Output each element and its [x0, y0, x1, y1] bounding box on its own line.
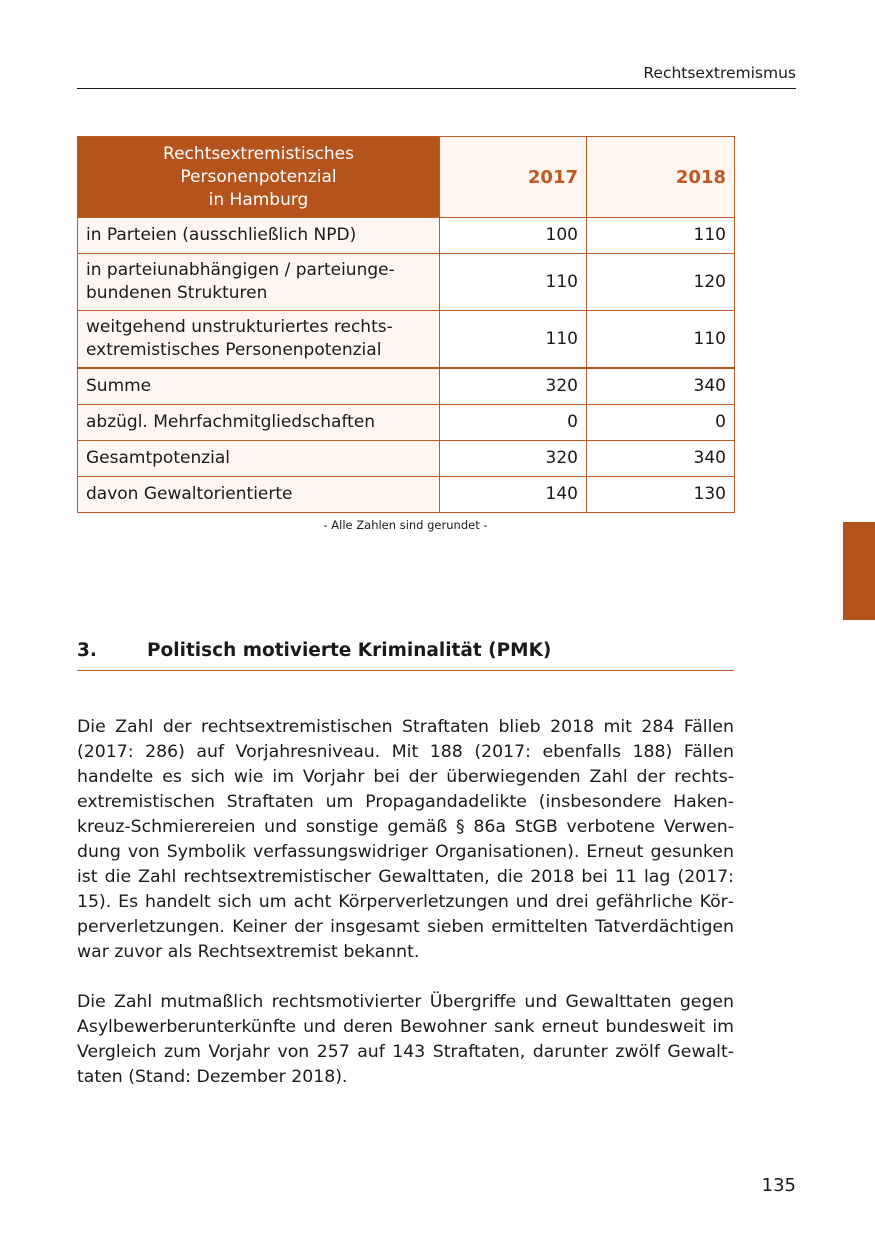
value-2017: 0: [440, 405, 587, 441]
value-2017: 100: [440, 218, 587, 254]
row-label-line: weitgehend unstrukturiertes rechts-: [86, 317, 393, 337]
section-heading: [77, 640, 734, 671]
column-header-2017: 2017: [440, 137, 587, 218]
value-2018: 340: [587, 368, 735, 405]
table-row: [78, 254, 735, 311]
value-2017: 320: [440, 368, 587, 405]
table-header-row: [78, 137, 735, 218]
column-header-2018: 2018: [587, 137, 735, 218]
row-label-line: in parteiunabhängigen / parteiunge-: [86, 260, 395, 280]
value-2018: 110: [587, 311, 735, 369]
table-row: [78, 368, 735, 405]
row-label-line: extremistisches Personenpotenzial: [86, 340, 382, 360]
section-number: 3.: [77, 640, 97, 661]
page-number: 135: [761, 1175, 796, 1196]
body-paragraph: Die Zahl der rechtsextremistischen Straftaten blieb 2018 mit 284 Fällen (2017: 286) auf Vorjahresniveau. Mit 188 (2017: ebenfalls 188) Fällen handelte es sich wie im Vorjahr bei der überwiegenden Zahl der rechtsextremistischen Straftaten um Propagandadelikte (insbesondere Hakenkreuz-Schmierereien und sonstige gemäß § 86a StGB verbotene Verwendung von Symbolik verfassungswidriger Organisationen). Erneut gesunken ist die Zahl rechtsextremistischer Gewalttaten, die 2018 bei 11 lag (2017: 15). Es handelt sich um acht Körperverletzungen und drei gefährliche Körperverletzungen. Keiner der insgesamt sieben ermittelten Tatverdächtigen war zuvor als Rechtsextremist bekannt.: [77, 717, 734, 962]
running-head: Rechtsextremismus: [643, 64, 796, 82]
value-2018: 120: [587, 254, 735, 311]
row-label: davon Gewaltorientierte: [78, 477, 440, 513]
header-rule: [77, 88, 796, 89]
header-label-line: Rechtsextremistisches: [163, 143, 354, 164]
table-header-label: [78, 137, 440, 218]
header-label-line: Personenpotenzial: [180, 166, 337, 187]
row-label: abzügl. Mehrfachmitgliedschaften: [78, 405, 440, 441]
value-2018: 340: [587, 441, 735, 477]
personenpotenzial-table: [77, 136, 735, 513]
row-label: [78, 254, 440, 311]
row-label: Summe: [78, 368, 440, 405]
value-2017: 110: [440, 311, 587, 369]
header-label-line: in Hamburg: [208, 189, 309, 210]
table-row: [78, 311, 735, 369]
table-row: [78, 441, 735, 477]
value-2018: 110: [587, 218, 735, 254]
body-paragraph: Die Zahl mutmaßlich rechtsmotivierter Übergriffe und Gewalttaten gegen Asylbewerberunterkünfte und deren Bewohner sank erneut bundesweit im Vergleich zum Vorjahr von 257 auf 143 Straftaten, darunter zwölf Gewalttaten (Stand: Dezember 2018).: [77, 992, 734, 1087]
value-2017: 140: [440, 477, 587, 513]
value-2017: 320: [440, 441, 587, 477]
row-label: in Parteien (ausschließlich NPD): [78, 218, 440, 254]
table-row: [78, 477, 735, 513]
row-label-line: bundenen Strukturen: [86, 283, 268, 303]
chapter-tab-marker: [843, 522, 875, 620]
table-footnote: - Alle Zahlen sind gerundet -: [323, 518, 488, 532]
value-2018: 0: [587, 405, 735, 441]
table-row: [78, 405, 735, 441]
value-2017: 110: [440, 254, 587, 311]
section-title: Politisch motivierte Kriminalität (PMK): [147, 640, 552, 661]
value-2018: 130: [587, 477, 735, 513]
row-label: Gesamtpotenzial: [78, 441, 440, 477]
row-label: [78, 311, 440, 369]
table-row: [78, 218, 735, 254]
